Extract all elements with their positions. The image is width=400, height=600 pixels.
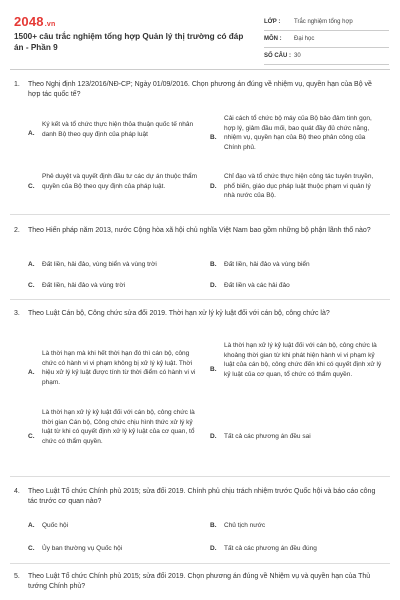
question-text: Theo Luật Cán bộ, Công chức sửa đổi 2019. Thời hạn xử lý kỷ luật đối với cán bộ, công chức là? — [28, 310, 330, 317]
question-number: 3. — [14, 310, 20, 317]
question-number: 4. — [14, 488, 20, 495]
info-row-subject: MÔN : Đại học — [264, 31, 389, 48]
separator — [10, 299, 390, 300]
logo[interactable]: 2048.vn — [14, 14, 56, 29]
info-panel — [264, 14, 389, 65]
header-divider — [10, 69, 390, 70]
separator — [10, 476, 390, 477]
info-row-class: LỚP : Trắc nghiệm tổng hợp — [264, 14, 389, 31]
header — [14, 12, 386, 62]
document-page: 2048.vn 1500+ câu trắc nghiệm tổng hợp Quản lý thị trường có đáp án - Phần 9 LỚP : Trắc nghiệm tổng hợp MÔN : Đại học SỐ CÂU : 30 1. Theo Nghị định 123/2016/NĐ-CP; Ngày 01/09/2016. Chọn phương án đúng về nhiệm vụ, quyền hạn của Bộ về hợp tác quốc tế? A. Ký kết và tổ chức thực hiện thỏa thuận quốc tế nhân danh Bộ theo quy định của pháp luật B. Cải cách tổ chức bộ máy của Bộ bảo đảm tinh gọn, hợp lý, giảm đầu mối, bao quát đầy đủ chức năng, nhiệm vụ, quyền hạn của Bộ theo phân công của Chính phủ. C. Phê duyệt và quyết định đầu tư các dự án thuộc thẩm quyền của Bộ theo quy định của pháp luật. D. Chỉ đạo và tổ chức thực hiện công tác tuyên truyền, phổ biến, giáo dục pháp luật thuộc phạm vi quản lý nhà nước của Bộ. 2. Theo Hiến pháp năm 2013, nước Cộng hòa xã hội chủ nghĩa Việt Nam bao gồm những bộ phận lãnh thổ nào? A. Đất liền, hải đảo, vùng biển và vùng trời B. Đất liền, hải đảo và vùng biển C. Đất liền, hải đảo và vùng trời D. Đất liền và các hải đảo 3. Theo Luật Cán bộ, Công chức sửa đổi 2019. Thời hạn xử lý kỷ luật đối với cán bộ, công chức là? A. Là thời hạn mà khi hết thời hạn đó thì cán bộ, công chức có hành vi vi phạm không bị xử lý kỷ luật. Thời hiệu xử lý kỷ luật được tính từ thời điểm có hành vi vi phạm. B. Là thời hạn xử lý kỷ luật đối với cán bộ, công chức là khoảng thời gian từ khi phát hiện hành vi vi phạm kỷ luật của cán bộ, công chức đến khi có quyết định xử lý kỷ luật của cơ quan, tổ chức có thẩm quyền. C. Là thời hạn xử lý kỷ luật đối với cán bộ, công chức là thời gian Cán bộ, Công chức chịu hình thức xử lý kỷ luật từ khi có quyết định xử lý kỷ luật của cơ quan, tổ chức có thẩm quyền. D. Tất cả các phương án đều sai 4. Theo Luật Tổ chức Chính phủ 2015; sửa đổi 2019. Chính phủ chịu trách nhiệm trước Quốc hội và báo cáo công tác trước cơ quan nào? A. Quốc hội B. Chủ tịch nước C. Ủy ban thường vụ Quốc hội D. Tất cả các phương án đều đúng 5. Theo Luật Tổ chức Chính phủ 2015; sửa đổi 2019. Chọn phương án đúng về Nhiệm vụ và quyền hạn của Thủ tướng Chính phủ? — [0, 0, 400, 600]
page-title: 1500+ câu trắc nghiệm tổng hợp Quản lý thị trường có đáp án - Phần 9 — [14, 32, 244, 52]
question-number: 5. — [14, 573, 20, 580]
question-number: 2. — [14, 227, 20, 234]
question-text: Theo Hiến pháp năm 2013, nước Cộng hòa xã hội chủ nghĩa Việt Nam bao gồm những bộ phận lãnh thổ nào? — [28, 227, 371, 234]
question-text: Theo Luật Tổ chức Chính phủ 2015; sửa đổi 2019. Chính phủ chịu trách nhiệm trước Quốc hội và báo cáo công tác trước cơ quan nào? — [28, 488, 376, 505]
info-row-count: SỐ CÂU : 30 — [264, 48, 389, 65]
question-text: Theo Nghị định 123/2016/NĐ-CP; Ngày 01/09/2016. Chọn phương án đúng về nhiệm vụ, quyền hạn của Bộ về hợp tác quốc tế? — [28, 81, 372, 98]
question-number: 1. — [14, 81, 20, 88]
separator — [10, 214, 390, 215]
question-text: Theo Luật Tổ chức Chính phủ 2015; sửa đổi 2019. Chọn phương án đúng về Nhiệm vụ và quyền hạn của Thủ tướng Chính phủ? — [28, 573, 371, 590]
separator — [10, 563, 390, 564]
